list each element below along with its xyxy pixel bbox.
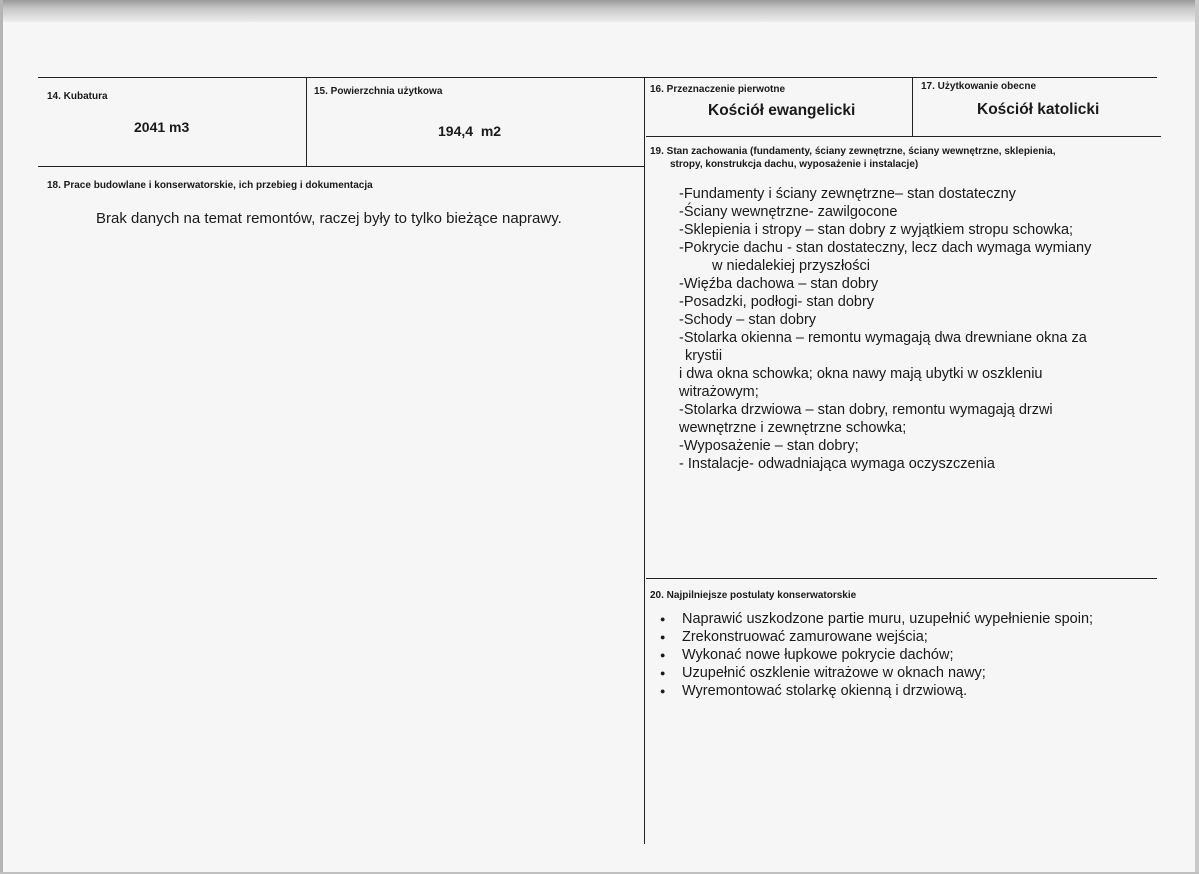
scan-edge-top: [0, 0, 1199, 22]
condition-line: -Ściany wewnętrzne- zawilgocone: [679, 204, 898, 220]
divider-19-20: [646, 578, 1157, 579]
condition-line: - Instalacje- odwadniająca wymaga oczyszczenia: [679, 456, 995, 472]
condition-line: -Więźba dachowa – stan dobry: [679, 276, 879, 292]
field-19-label-line2: stropy, konstrukcja dachu, wyposażenie i instalacje): [670, 159, 919, 170]
condition-line: -Schody – stan dobry: [679, 312, 817, 328]
divider-16-17-bottom: [646, 136, 1161, 137]
field-17-value: Kościół katolicki: [977, 101, 1100, 118]
list-item: ● Wyremontować stolarkę okienną i drzwiową.: [660, 682, 1093, 700]
condition-line: -Stolarka drzwiowa – stan dobry, remontu wymagają drzwi: [679, 402, 1053, 418]
field-19-text: [679, 185, 1091, 473]
field-15-value: 194,4 m2: [438, 123, 502, 139]
condition-line: witrażowym;: [679, 384, 759, 400]
condition-line: -Stolarka okienna – remontu wymagają dwa drewniane okna za: [679, 330, 1087, 346]
field-15-label: 15. Powierzchnia użytkowa: [314, 86, 443, 97]
list-item: ● Naprawić uszkodzone partie muru, uzupełnić wypełnienie spoin;: [660, 610, 1093, 628]
field-18-label: 18. Prace budowlane i konserwatorskie, ich przebieg i dokumentacja: [47, 180, 373, 191]
list-item: ● Wykonać nowe łupkowe pokrycie dachów;: [660, 646, 1093, 664]
list-item: ● Zrekonstruować zamurowane wejścia;: [660, 628, 1093, 646]
field-14-value: 2041 m3: [134, 119, 190, 135]
field-18-value: Brak danych na temat remontów, raczej były to tylko bieżące naprawy.: [96, 210, 562, 227]
divider-col-14-15: [306, 77, 307, 167]
condition-line: -Wyposażenie – stan dobry;: [679, 438, 859, 454]
scan-edge-left: [0, 0, 3, 874]
field-20-label: 20. Najpilniejsze postulaty konserwatorskie: [650, 590, 857, 601]
field-16-label: 16. Przeznaczenie pierwotne: [650, 84, 786, 95]
condition-line: -Pokrycie dachu - stan dostateczny, lecz dach wymaga wymiany: [679, 240, 1092, 256]
field-14-label: 14. Kubatura: [47, 91, 108, 102]
divider-col-16-17: [912, 77, 913, 137]
condition-line: -Fundamenty i ściany zewnętrzne– stan dostateczny: [679, 186, 1016, 202]
condition-line: krystii: [685, 348, 723, 364]
field-19-label-line1: 19. Stan zachowania (fundamenty, ściany zewnętrzne, ściany wewnętrzne, sklepienia,: [650, 146, 1056, 157]
condition-line: -Sklepienia i stropy – stan dobry z wyjątkiem stropu schowka;: [679, 222, 1074, 238]
divider-main-column: [644, 77, 645, 844]
list-item: ● Uzupełnić oszklenie witrażowe w oknach nawy;: [660, 664, 1093, 682]
condition-line: -Posadzki, podłogi- stan dobry: [679, 294, 875, 310]
postulates-list: [660, 610, 1093, 700]
divider-14-15-bottom: [38, 166, 644, 167]
condition-line: wewnętrzne i zewnętrzne schowka;: [679, 420, 907, 436]
form-top-line: [38, 77, 1157, 78]
condition-line: w niedalekiej przyszłości: [712, 258, 870, 274]
condition-line: i dwa okna schowka; okna nawy mają ubytki w oszkleniu: [679, 366, 1043, 382]
scan-edge-right: [1195, 0, 1199, 874]
field-17-label: 17. Użytkowanie obecne: [921, 81, 1037, 92]
field-16-value: Kościół ewangelicki: [708, 102, 856, 119]
